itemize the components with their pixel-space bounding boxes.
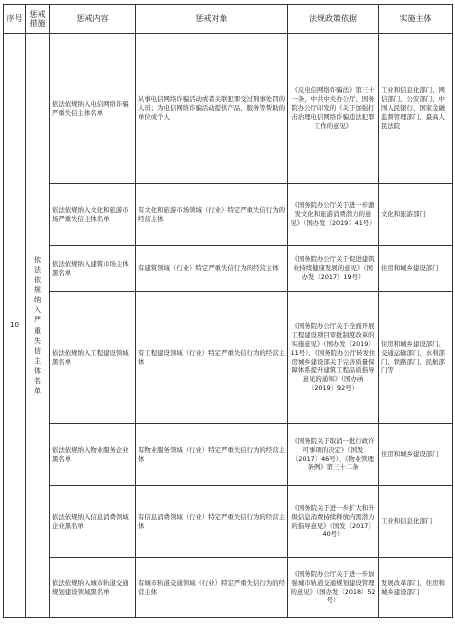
header-target: 惩戒对象	[136, 5, 288, 34]
table-row	[4, 424, 453, 486]
table-row	[4, 184, 453, 246]
content-cell: 依法依规纳入建筑市场主体黑名单	[50, 246, 136, 292]
basis-cell: 《国务院关于取消一批行政许可事项的决定》（国发〔2017〕46号）、《物业管理条例》第三十二条	[288, 424, 379, 486]
basis-cell: 《国务院办公厅关于促进建筑业持续健康发展的意见》（国办发〔2017〕19号）	[288, 246, 379, 292]
table-header-row	[4, 5, 453, 34]
basis-cell: 《国务院关于进一步扩大和升级信息消费持续释放内需潜力的指导意见》（国发〔2017〕40号）	[288, 486, 379, 558]
table-row	[4, 486, 453, 558]
target-cell: 有城市轨道交通领域（行业）特定严重失信行为的经营主体	[136, 558, 288, 618]
basis-cell: 《反电信网络诈骗法》第三十一条，中共中央办公厅、国务院办公厅印发的《关于加强打击治理电信网络诈骗违法犯罪工作的意见》	[288, 34, 379, 184]
basis-cell: 《国务院办公厅关于进一步加强城市轨道交通规划建设管理的意见》（国办发〔2018〕52号）	[288, 558, 379, 618]
table-row	[4, 246, 453, 292]
basis-cell: 《国务院办公厅关于进一步激发文化和旅游消费潜力的意见》（国办发〔2019〕41号）	[288, 184, 379, 246]
header-subject: 实施主体	[379, 5, 453, 34]
target-cell: 有建筑领域（行业）特定严重失信行为的经营主体	[136, 246, 288, 292]
table-row	[4, 558, 453, 618]
header-content: 惩戒内容	[50, 5, 136, 34]
content-cell: 依法依规纳入信息消费领域企业黑名单	[50, 486, 136, 558]
content-cell: 依法依规纳入物业服务企业黑名单	[50, 424, 136, 486]
subject-cell: 发展改革部门、住房和城乡建设部门	[379, 558, 453, 618]
target-cell: 有信息消费领域（行业）特定严重失信行为的经营主体	[136, 486, 288, 558]
basis-cell: 《国务院办公厅关于全面开展工程建设项目审批制度改革的实施意见》（国办发〔2019〕11号）、《国务院办公厅转发住房城乡建设部关于完善质量保障体系提升建筑工程品质指导意见的通知》（国办函〔2019〕92号）	[288, 292, 379, 424]
table-row	[4, 292, 453, 424]
measure-text: 依法依规纳入严重失信主体名单	[34, 255, 41, 396]
seq-number-cell: 10	[4, 34, 26, 618]
table-row	[4, 34, 453, 184]
header-measure: 惩戒措施	[26, 5, 50, 34]
subject-cell: 文化和旅游部门	[379, 184, 453, 246]
target-cell: 有物业服务领域（行业）特定严重失信行为的经营主体	[136, 424, 288, 486]
punishment-measures-table	[3, 4, 453, 618]
subject-cell: 住房和城乡建设部门	[379, 246, 453, 292]
measure-cell	[26, 34, 50, 618]
header-seq: 序号	[4, 5, 26, 34]
subject-cell: 住房和城乡建设部门、交通运输部门、水利部门、铁路部门、民航部门等	[379, 292, 453, 424]
content-cell: 依法依规纳入文化和旅游市场严重失信主体名单	[50, 184, 136, 246]
content-cell: 依法依规纳入电信网络诈骗严重失信主体名单	[50, 34, 136, 184]
subject-cell: 住房和城乡建设部门	[379, 424, 453, 486]
header-basis: 法规政策依据	[288, 5, 379, 34]
target-cell: 从事电信网络诈骗活动或者关联犯罪受过刑事处罚的人员；为电信网络诈骗活动提供产品、服务等帮助的单位或个人	[136, 34, 288, 184]
target-cell: 有工程建设领域（行业）特定严重失信行为的经营主体	[136, 292, 288, 424]
subject-cell: 工业和信息化部门	[379, 486, 453, 558]
subject-cell: 工业和信息化部门、网信部门、公安部门、中国人民银行、国家金融监督管理部门、最高人民法院	[379, 34, 453, 184]
content-cell: 依法依规纳入工程建设领域黑名单	[50, 292, 136, 424]
target-cell: 有文化和旅游市场领域（行业）特定严重失信行为的经营主体	[136, 184, 288, 246]
content-cell: 依法依规纳入城市轨道交通规划建设领域黑名单	[50, 558, 136, 618]
